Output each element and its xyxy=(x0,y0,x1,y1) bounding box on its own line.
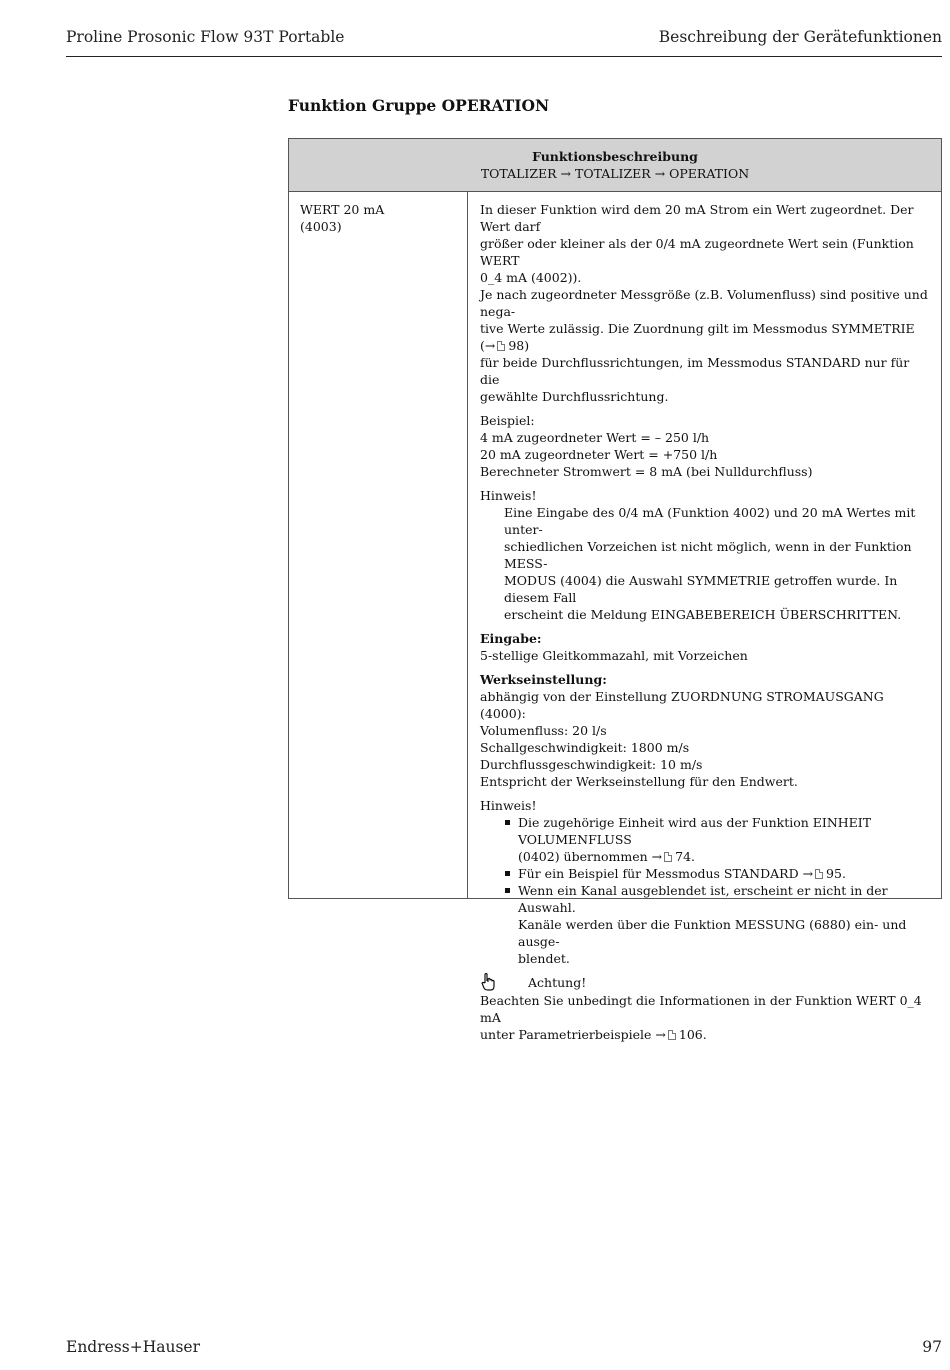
note-block xyxy=(480,487,931,623)
example-block xyxy=(480,412,931,480)
header-divider xyxy=(66,56,942,57)
caution-text: unter Parametrierbeispiele → xyxy=(480,1027,666,1042)
note-line: schiedlichen Vorzeichen ist nicht möglich, wenn in der Funktion MESS- xyxy=(504,539,912,571)
note-line: erscheint die Meldung EINGABEBEREICH ÜBERSCHRITTEN. xyxy=(504,607,902,622)
caution-heading xyxy=(480,974,931,992)
table-row xyxy=(289,192,941,1042)
input-line: 5-stellige Gleitkommazahl, mit Vorzeichen xyxy=(480,648,748,663)
table-header-title: Funktionsbeschreibung xyxy=(532,149,698,164)
caution-line: Beachten Sie unbedingt die Informationen in der Funktion WERT 0_4 mA xyxy=(480,993,922,1025)
example-line: 20 mA zugeordneter Wert = +750 l/h xyxy=(480,447,718,462)
intro-text: tive Werte zulässig. Die Zuordnung gilt im Messmodus SYMMETRIE (→ xyxy=(480,321,915,353)
footer-company: Endress+Hauser xyxy=(66,1338,200,1356)
input-block xyxy=(480,630,931,664)
note-title: Hinweis! xyxy=(480,488,537,503)
bullet-text: (0402) übernommen → xyxy=(518,849,663,864)
note-bullet-list xyxy=(480,814,931,967)
note-line: Eine Eingabe des 0/4 mA (Funktion 4002) und 20 mA Wertes mit unter- xyxy=(504,505,916,537)
section-title: Funktion Gruppe OPERATION xyxy=(288,96,550,115)
intro-line: für beide Durchflussrichtungen, im Messmodus STANDARD nur für die xyxy=(480,355,910,387)
example-line: Berechneter Stromwert = 8 mA (bei Nulldurchfluss) xyxy=(480,464,813,479)
bullet-text: Für ein Beispiel für Messmodus STANDARD → xyxy=(518,866,814,881)
page-reference-icon xyxy=(815,869,823,879)
page-reference-icon xyxy=(668,1030,676,1040)
page-reference[interactable]: 95. xyxy=(826,866,846,881)
table-header xyxy=(289,139,941,192)
list-item xyxy=(504,882,931,967)
list-item xyxy=(504,865,931,882)
page-reference[interactable]: 74. xyxy=(675,849,696,864)
page-reference[interactable]: 106. xyxy=(678,1027,707,1042)
note-block xyxy=(480,797,931,967)
function-name-cell xyxy=(289,192,468,898)
intro-line: 0_4 mA (4002)). xyxy=(480,270,582,285)
caution-title: Achtung! xyxy=(528,975,587,990)
function-name: WERT 20 mA xyxy=(300,202,385,217)
page-reference-icon xyxy=(497,341,505,351)
intro-line: In dieser Funktion wird dem 20 mA Strom ein Wert zugeordnet. Der Wert darf xyxy=(480,202,914,234)
note-text xyxy=(480,504,931,623)
factory-setting-line: Schallgeschwindigkeit: 1800 m/s xyxy=(480,740,690,755)
intro-line: Je nach zugeordneter Messgröße (z.B. Volumenfluss) sind positive und nega- xyxy=(480,287,928,319)
factory-setting-title: Werkseinstellung: xyxy=(480,672,607,687)
factory-setting-line: Entspricht der Werkseinstellung für den Endwert. xyxy=(480,774,798,789)
example-line: 4 mA zugeordneter Wert = – 250 l/h xyxy=(480,430,710,445)
factory-setting-line: Durchflussgeschwindigkeit: 10 m/s xyxy=(480,757,703,772)
example-title: Beispiel: xyxy=(480,413,535,428)
page-number: 97 xyxy=(922,1338,942,1356)
page-reference-icon xyxy=(664,852,672,862)
list-item xyxy=(504,814,931,865)
bullet-line xyxy=(518,848,931,865)
input-title: Eingabe: xyxy=(480,631,542,646)
factory-setting-line: Volumenfluss: 20 l/s xyxy=(480,723,607,738)
caution-block xyxy=(480,974,931,1043)
bullet-line: blendet. xyxy=(518,951,570,966)
intro-line xyxy=(480,320,931,354)
header-doc-title: Proline Prosonic Flow 93T Portable xyxy=(66,28,345,46)
intro-line: gewählte Durchflussrichtung. xyxy=(480,389,669,404)
function-code: (4003) xyxy=(300,219,342,234)
function-table xyxy=(288,138,942,1042)
header-section-title: Beschreibung der Gerätefunktionen xyxy=(658,28,942,46)
factory-setting-line: abhängig von der Einstellung ZUORDNUNG STROMAUSGANG (4000): xyxy=(480,689,884,721)
note-title: Hinweis! xyxy=(480,798,537,813)
bullet-line: Wenn ein Kanal ausgeblendet ist, erscheint er nicht in der Auswahl. xyxy=(518,883,888,915)
bullet-line: Kanäle werden über die Funktion MESSUNG (6880) ein- und ausge- xyxy=(518,917,907,949)
note-line: MODUS (4004) die Auswahl SYMMETRIE getroffen wurde. In diesem Fall xyxy=(504,573,898,605)
page-reference[interactable]: 98) xyxy=(508,338,530,353)
table-header-path: TOTALIZER → TOTALIZER → OPERATION xyxy=(480,166,750,181)
intro-paragraph xyxy=(480,201,931,405)
bullet-line: Die zugehörige Einheit wird aus der Funktion EINHEIT VOLUMENFLUSS xyxy=(518,815,872,847)
bullet-line xyxy=(518,865,931,882)
intro-line: größer oder kleiner als der 0/4 mA zugeordnete Wert sein (Funktion WERT xyxy=(480,236,914,268)
factory-setting-block xyxy=(480,671,931,790)
caution-line xyxy=(480,1026,931,1043)
hand-icon xyxy=(480,973,496,991)
function-description-cell xyxy=(469,192,941,1042)
